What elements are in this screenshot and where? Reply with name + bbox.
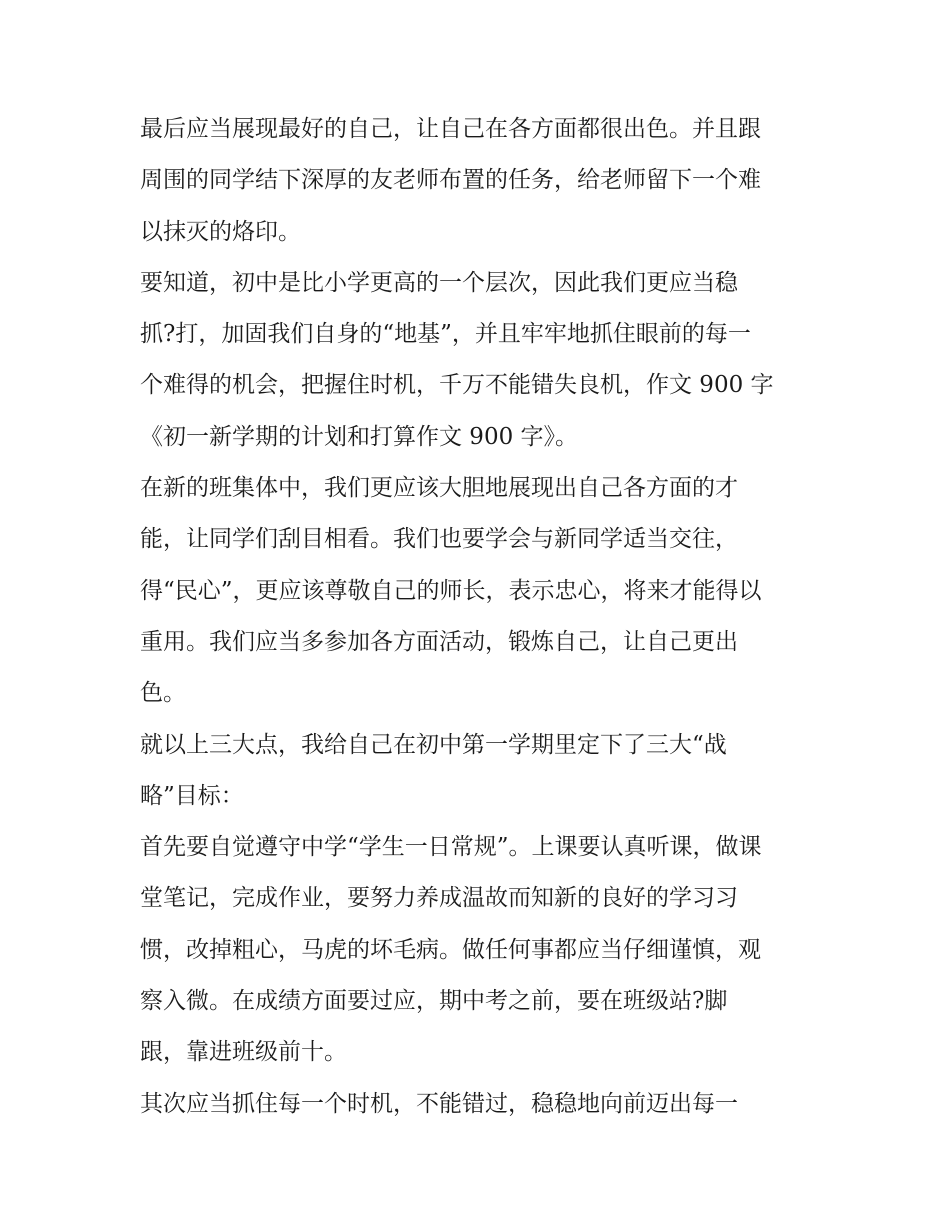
text-line: 周围的同学结下深厚的友老师布置的任务，给老师留下一个难: [140, 167, 761, 194]
text-line: 重用。我们应当多参加各方面活动，锻炼自己，让自己更出: [140, 628, 738, 655]
text-line: 察入微。在成绩方面要过应，期中考之前，要在班级站?脚: [140, 988, 728, 1015]
text-line: 就以上三大点，我给自己在初中第一学期里定下了三大“战: [140, 731, 727, 758]
text-line: 堂笔记，完成作业，要努力养成温故而知新的良好的学习习: [140, 885, 738, 912]
text-line: 《初一新学期的计划和打算作文 900 字》。: [140, 423, 579, 450]
text-line: 个难得的机会，把握住时机，千万不能错失良机，作文 900 字: [140, 372, 774, 399]
text-line: 抓?打，加固我们自身的“地基”，并且牢牢地抓住眼前的每一: [140, 321, 751, 348]
text-line: 色。: [140, 680, 186, 707]
text-line: 能，让同学们刮目相看。我们也要学会与新同学适当交往，: [140, 526, 738, 553]
text-line: 首先要自觉遵守中学“学生一日常规”。上课要认真听课，做课: [140, 834, 762, 861]
text-line: 最后应当展现最好的自己，让自己在各方面都很出色。并且跟: [140, 116, 761, 142]
text-line: 惯，改掉粗心，马虎的坏毛病。做任何事都应当仔细谨慎，观: [140, 936, 761, 963]
text-line: 在新的班集体中，我们更应该大胆地展现出自己各方面的才: [140, 475, 738, 502]
text-line: 以抹灭的烙印。: [140, 218, 301, 245]
text-line: 要知道，初中是比小学更高的一个层次，因此我们更应当稳: [140, 269, 738, 296]
text-line: 略”目标：: [140, 782, 244, 809]
text-line: 得“民心”，更应该尊敬自己的师长，表示忠心，将来才能得以: [140, 577, 762, 604]
text-line: 其次应当抓住每一个时机，不能错过，稳稳地向前迈出每一: [140, 1090, 738, 1117]
text-line: 跟，靠进班级前十。: [140, 1039, 347, 1066]
body-text: [140, 104, 820, 1130]
